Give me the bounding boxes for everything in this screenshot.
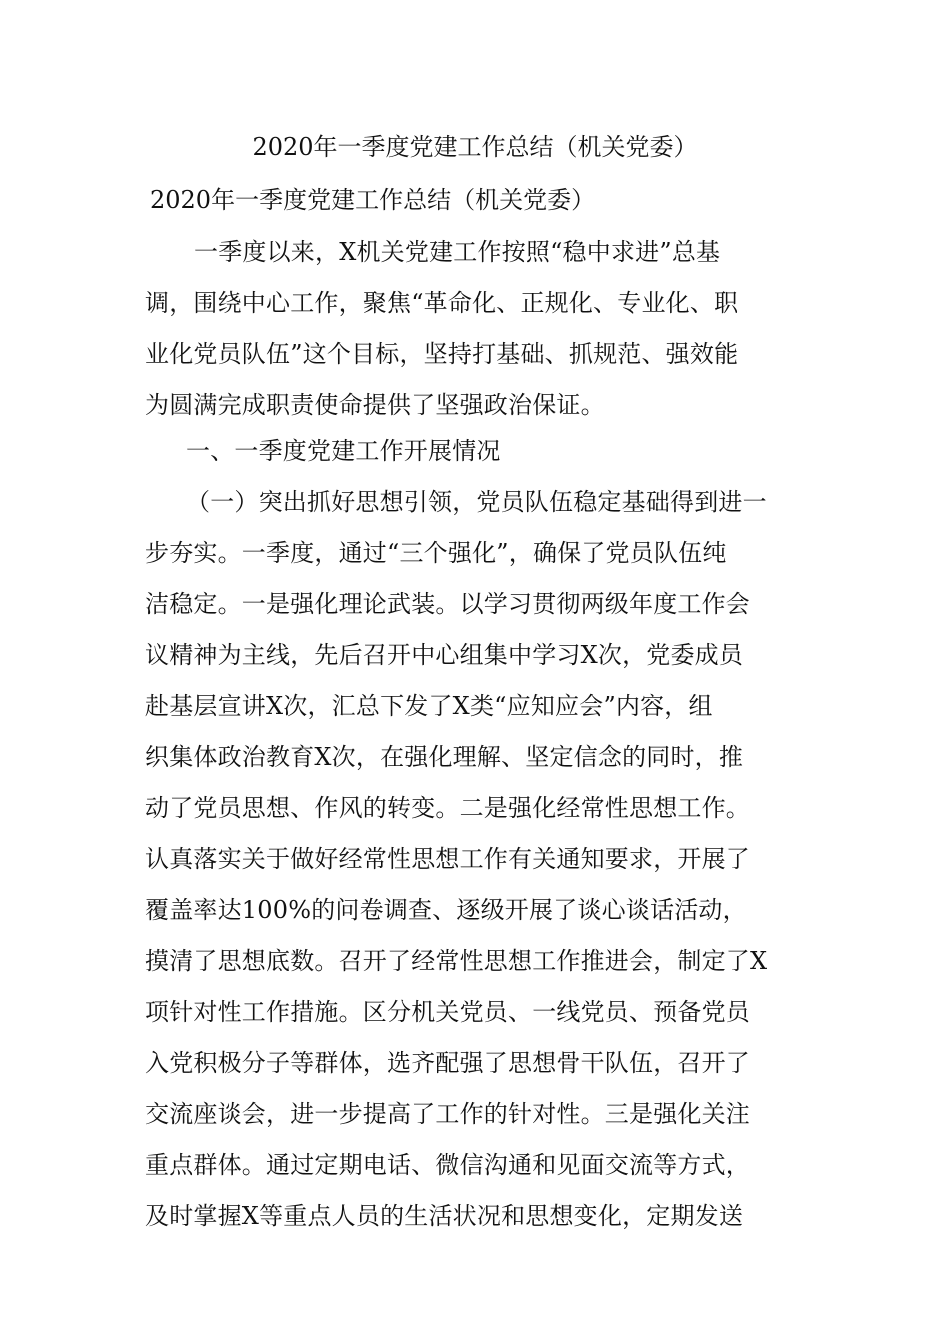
body-line: 洁稳定。一是强化理论武装。以学习贯彻两级年度工作会 — [145, 590, 750, 618]
intro-line: 为圆满完成职责使命提供了坚强政治保证。 — [145, 391, 605, 419]
body-line: 交流座谈会，进一步提高了工作的针对性。三是强化关注 — [145, 1100, 750, 1128]
body-line: 认真落实关于做好经常性思想工作有关通知要求，开展了 — [145, 845, 750, 873]
document-subtitle: 2020年一季度党建工作总结（机关党委） — [150, 186, 596, 214]
body-line: 步夯实。一季度，通过“三个强化”，确保了党员队伍纯 — [145, 539, 727, 567]
body-line: 织集体政治教育X次，在强化理解、坚定信念的同时，推 — [145, 743, 744, 771]
body-line: 议精神为主线，先后召开中心组集中学习X次，党委成员 — [145, 641, 744, 669]
body-line: 赴基层宣讲X次，汇总下发了X类“应知应会”内容，组 — [145, 692, 713, 720]
intro-line: 业化党员队伍”这个目标，坚持打基础、抓规范、强效能 — [145, 340, 739, 368]
document-title: 2020年一季度党建工作总结（机关党委） — [252, 133, 698, 161]
intro-line: 调，围绕中心工作，聚焦“革命化、正规化、专业化、职 — [145, 289, 739, 317]
body-line: （一）突出抓好思想引领，党员队伍稳定基础得到进一 — [186, 488, 767, 516]
intro-line: 一季度以来，X机关党建工作按照“稳中求进”总基 — [194, 238, 721, 266]
body-line: 项针对性工作措施。区分机关党员、一线党员、预备党员 — [145, 998, 750, 1026]
section-heading: 一、一季度党建工作开展情况 — [186, 437, 501, 465]
body-line: 重点群体。通过定期电话、微信沟通和见面交流等方式， — [145, 1151, 750, 1179]
body-line: 入党积极分子等群体，选齐配强了思想骨干队伍，召开了 — [145, 1049, 750, 1077]
body-line: 摸清了思想底数。召开了经常性思想工作推进会，制定了X — [145, 947, 768, 975]
body-line: 动了党员思想、作风的转变。二是强化经常性思想工作。 — [145, 794, 750, 822]
body-line: 及时掌握X等重点人员的生活状况和思想变化，定期发送 — [145, 1202, 744, 1230]
body-line: 覆盖率达100%的问卷调查、逐级开展了谈心谈话活动， — [145, 896, 747, 924]
